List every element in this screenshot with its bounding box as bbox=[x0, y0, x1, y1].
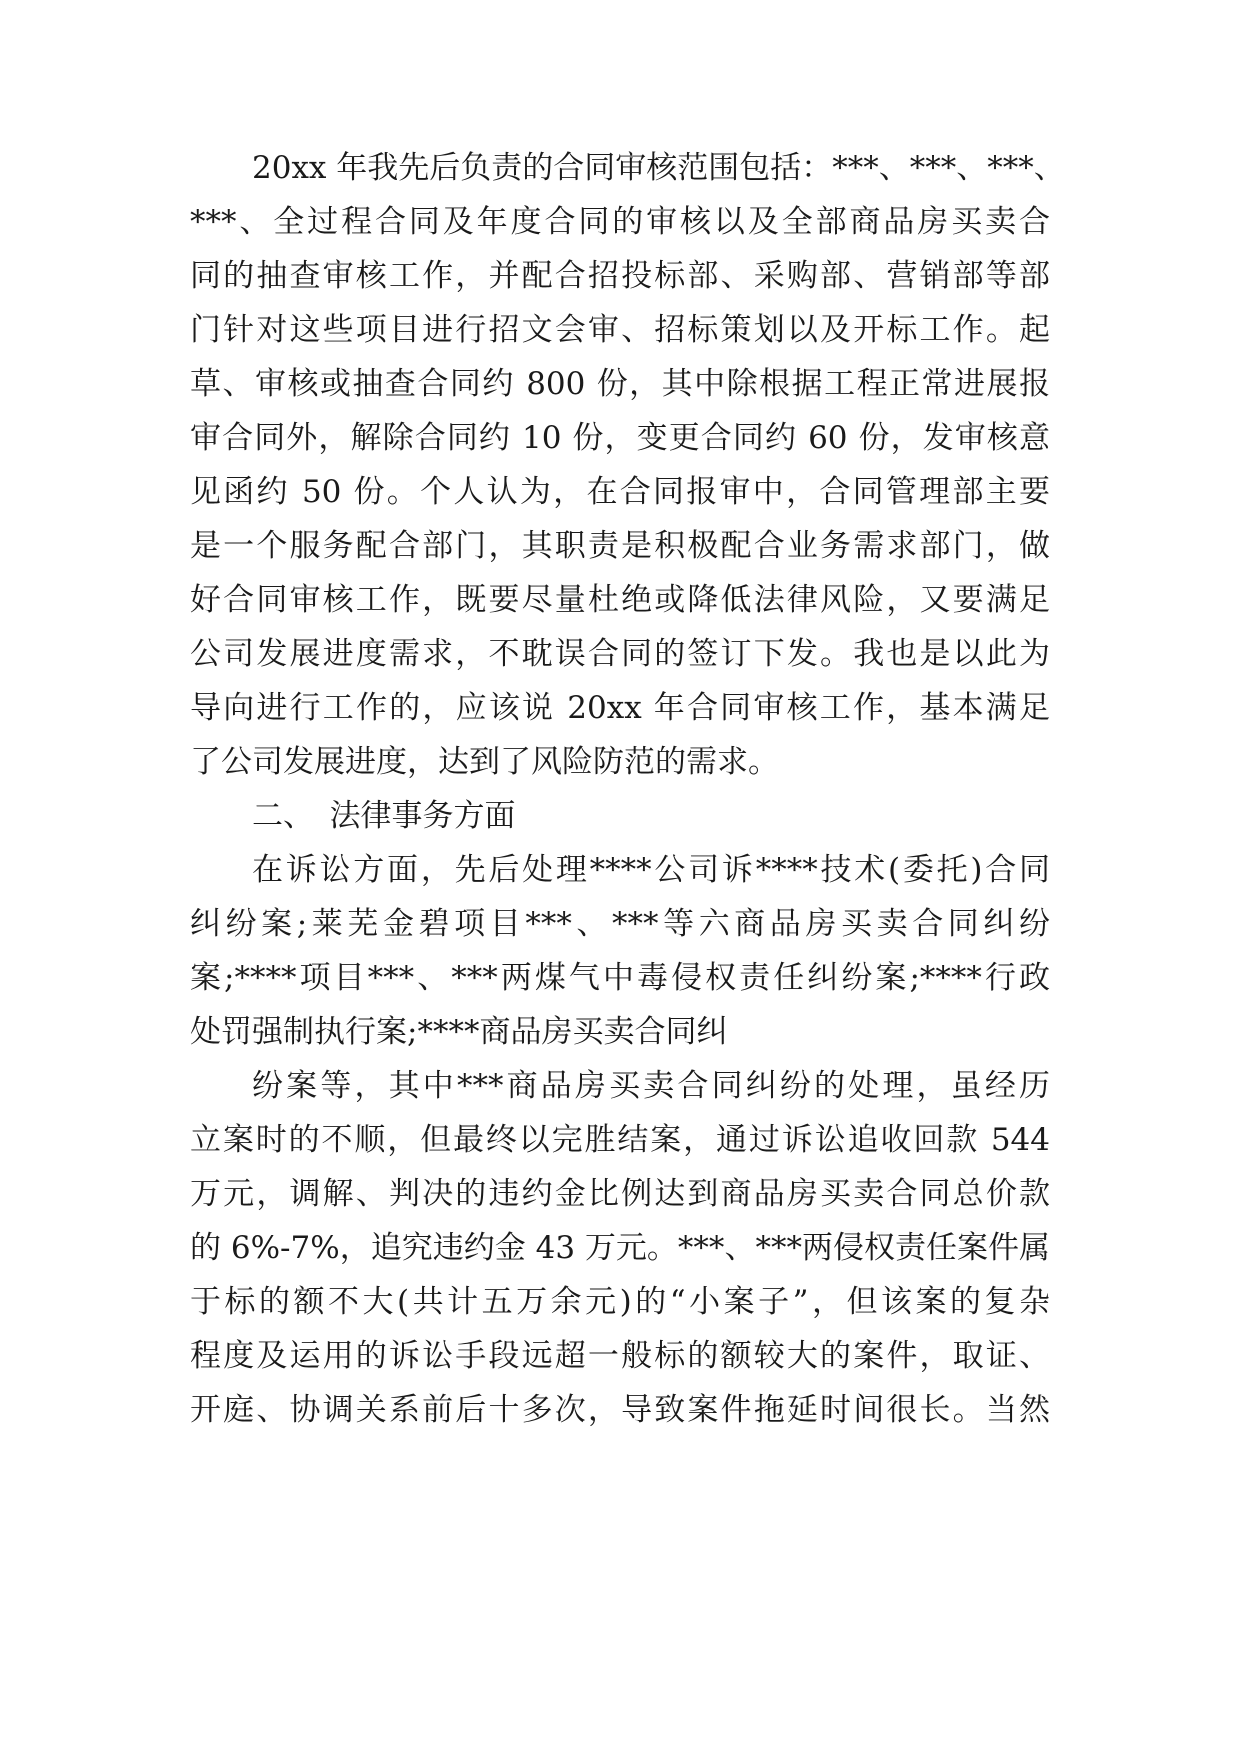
paragraph-line: 万元，调解、判决的违约金比例达到商品房买卖合同总价款 bbox=[190, 1176, 1050, 1212]
paragraph-line: 了公司发展进度，达到了风险防范的需求。 bbox=[190, 744, 779, 780]
paragraph-line: 的 6%-7%，追究违约金 43 万元。***、***两侵权责任案件属 bbox=[190, 1230, 1050, 1266]
paragraph-line: ***、全过程合同及年度合同的审核以及全部商品房买卖合 bbox=[190, 204, 1050, 240]
paragraph-line: 在诉讼方面，先后处理****公司诉****技术(委托)合同 bbox=[252, 852, 1050, 888]
paragraph-line: 程度及运用的诉讼手段远超一般标的额较大的案件，取证、 bbox=[190, 1338, 1050, 1374]
paragraph-line: 同的抽查审核工作，并配合招投标部、采购部、营销部等部 bbox=[190, 258, 1050, 294]
paragraph-line: 立案时的不顺，但最终以完胜结案，通过诉讼追收回款 544 bbox=[190, 1122, 1050, 1158]
paragraph-line: 开庭、协调关系前后十多次，导致案件拖延时间很长。当然 bbox=[190, 1392, 1050, 1428]
paragraph-line: 纷案等，其中***商品房买卖合同纠纷的处理，虽经历 bbox=[252, 1068, 1050, 1104]
paragraph-line: 是一个服务配合部门，其职责是积极配合业务需求部门，做 bbox=[190, 528, 1050, 564]
paragraph-line: 纠纷案;莱芜金碧项目***、***等六商品房买卖合同纠纷 bbox=[190, 906, 1050, 942]
paragraph-line: 见函约 50 份。个人认为，在合同报审中，合同管理部主要 bbox=[190, 474, 1050, 510]
paragraph-line: 好合同审核工作，既要尽量杜绝或降低法律风险，又要满足 bbox=[190, 582, 1050, 618]
paragraph-line: 公司发展进度需求，不耽误合同的签订下发。我也是以此为 bbox=[190, 636, 1050, 672]
section-heading: 二、 法律事务方面 bbox=[252, 798, 516, 834]
paragraph-line: 审合同外，解除合同约 10 份，变更合同约 60 份，发审核意 bbox=[190, 420, 1050, 456]
paragraph-line: 处罚强制执行案;****商品房买卖合同纠 bbox=[190, 1014, 728, 1050]
paragraph-line: 草、审核或抽查合同约 800 份，其中除根据工程正常进展报 bbox=[190, 366, 1050, 402]
paragraph-line: 案;****项目***、***两煤气中毒侵权责任纠纷案;****行政 bbox=[190, 960, 1050, 996]
paragraph-line: 导向进行工作的，应该说 20xx 年合同审核工作，基本满足 bbox=[190, 690, 1050, 726]
paragraph-line: 门针对这些项目进行招文会审、招标策划以及开标工作。起 bbox=[190, 312, 1050, 348]
paragraph-line: 于标的额不大(共计五万余元)的“小案子”，但该案的复杂 bbox=[190, 1284, 1050, 1320]
paragraph-line: 20xx 年我先后负责的合同审核范围包括：***、***、***、 bbox=[252, 150, 1065, 186]
